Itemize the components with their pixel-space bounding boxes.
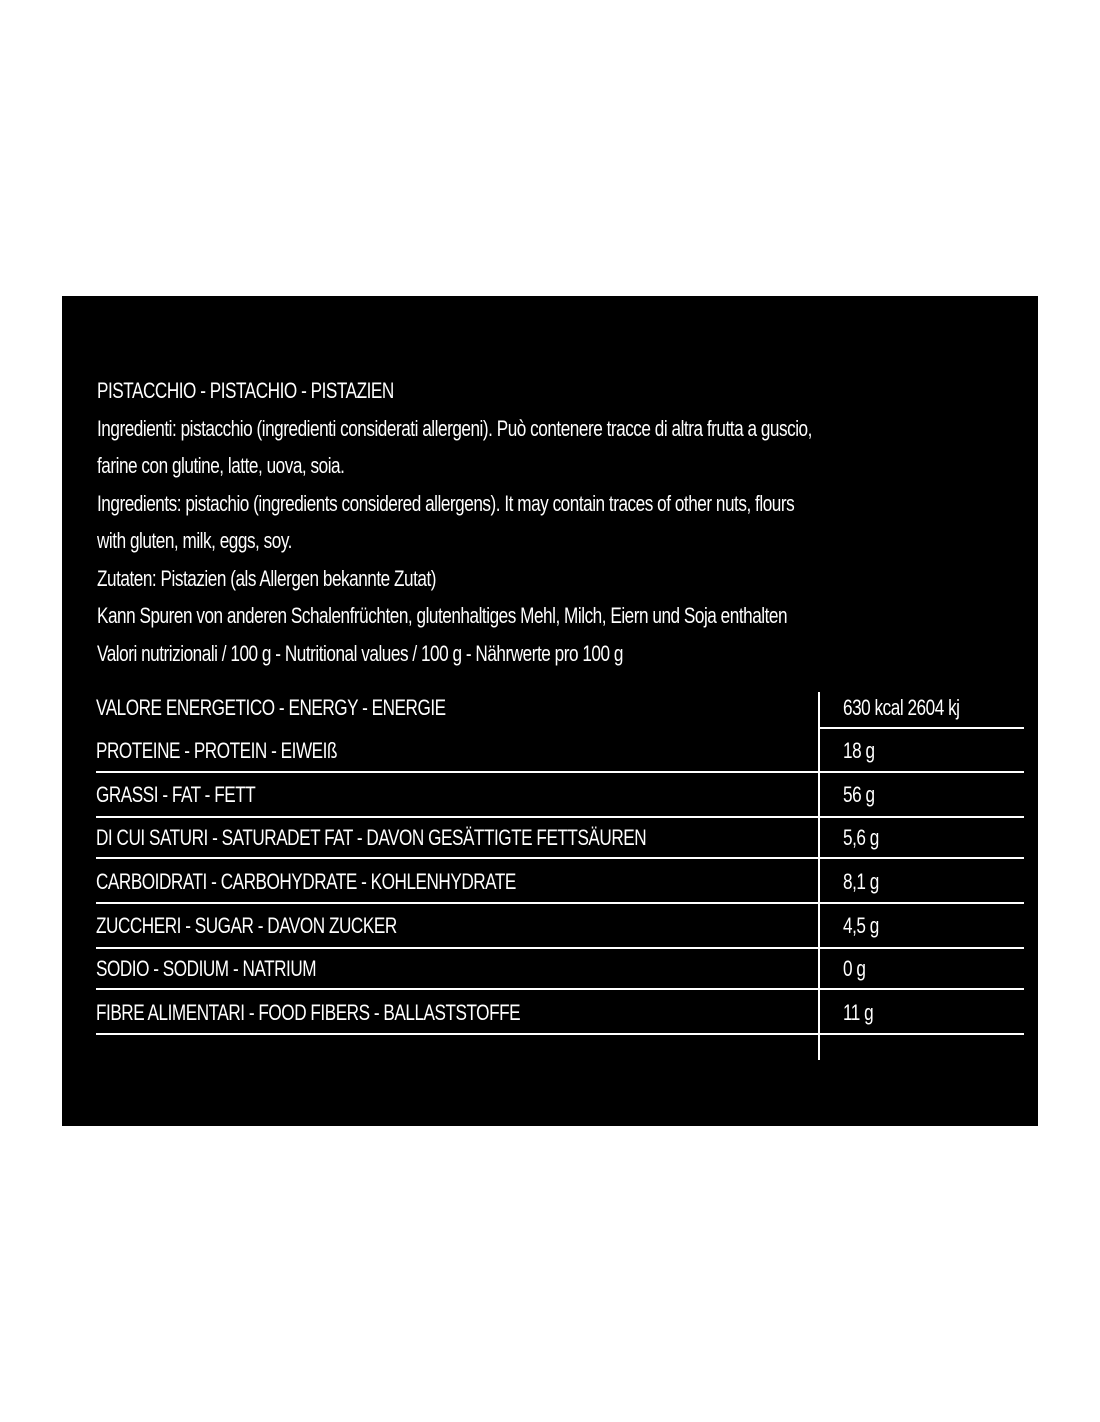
row-rule [820,727,1024,729]
row-rule [96,1033,1024,1035]
product-title: PISTACCHIO - PISTACHIO - PISTAZIEN [97,378,394,403]
ingredients-en-line-1: Ingredients: pistachio (ingredients considered allergens). It may contain traces of other nuts, flours [97,490,795,516]
row-rule [96,902,1024,904]
row-rule [96,771,1024,773]
nutrient-name: VALORE ENERGETICO - ENERGY - ENERGIE [96,695,446,720]
nutrition-table [96,692,1024,1060]
ingredients-de-line-2: Kann Spuren von anderen Schalenfrüchten, glutenhaltiges Mehl, Milch, Eiern und Soja enthalten [97,603,788,628]
ingredients-it-line-1: Ingredienti: pistacchio (ingredienti considerati allergeni). Può contenere tracce di altra frutta a guscio, [97,415,812,441]
row-rule [96,857,1024,859]
nutrient-value: 56 g [843,782,875,807]
nutrient-value: 5,6 g [843,825,879,850]
nutrient-name: PROTEINE - PROTEIN - EIWEIß [96,738,337,763]
nutrient-name: GRASSI - FAT - FETT [96,782,256,807]
row-rule [96,988,1024,990]
row-rule [96,816,1024,818]
nutrient-name: SODIO - SODIUM - NATRIUM [96,956,317,981]
nutrient-name: ZUCCHERI - SUGAR - DAVON ZUCKER [96,913,397,938]
nutrient-name: DI CUI SATURI - SATURADET FAT - DAVON GESÄTTIGTE FETTSÄUREN [96,825,647,850]
nutrition-heading: Valori nutrizionali / 100 g - Nutritional values / 100 g - Nährwerte pro 100 g [97,640,623,666]
column-divider [818,692,820,1060]
ingredients-de-line-1: Zutaten: Pistazien (als Allergen bekannte Zutat) [97,565,437,591]
nutrient-value: 4,5 g [843,913,879,938]
product-label-panel [62,296,1038,1126]
nutrient-value: 8,1 g [843,869,879,894]
nutrient-value: 630 kcal 2604 kj [843,695,960,720]
nutrient-value: 11 g [843,1000,874,1025]
nutrient-name: CARBOIDRATI - CARBOHYDRATE - KOHLENHYDRATE [96,869,516,894]
ingredients-en-line-2: with gluten, milk, eggs, soy. [97,528,292,553]
nutrient-name: FIBRE ALIMENTARI - FOOD FIBERS - BALLASTSTOFFE [96,1000,521,1025]
row-rule [96,947,1024,949]
nutrient-value: 18 g [843,738,875,763]
ingredients-it-line-2: farine con glutine, latte, uova, soia. [97,453,345,478]
ingredients-block [97,372,1022,672]
nutrient-value: 0 g [843,956,866,981]
